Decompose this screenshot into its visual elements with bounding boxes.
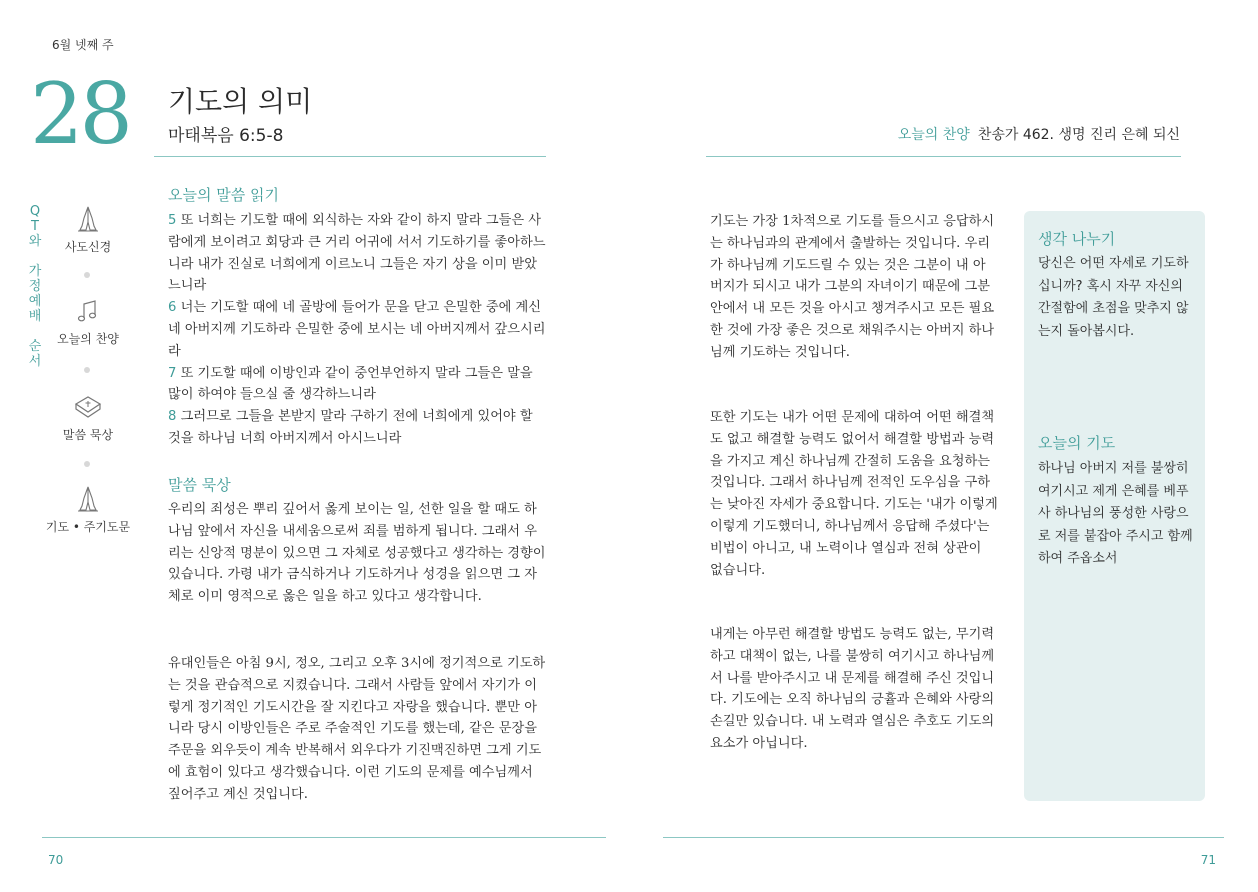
separator-dot: [84, 367, 90, 373]
page-number-right: 71: [1200, 853, 1216, 867]
footer-rule-left: [42, 837, 606, 838]
praying-hands-icon: [73, 484, 103, 514]
bible-icon: [72, 392, 104, 422]
verse-text: 너는 기도할 때에 네 골방에 들어가 문을 닫고 은밀한 중에 계신 네 아버지께 기도하라 은밀한 중에 보시는 네 아버지께서 갚으시리라: [168, 300, 546, 359]
body-paragraph: 기도는 가장 1차적으로 기도를 들으시고 응답하시는 하나님과의 관계에서 출발하는 것입니다. 우리가 하나님께 기도드릴 수 있는 것은 그분이 내 아버지가 되시고 내가 그분의 자녀이기 때문에 그분 안에서 내 모든 것을 아시고 챙겨주시고 모든 필요한 것에 가장 좋은 것으로 채워주시는 아버지 하나님께 기도하는 것입니다.: [710, 214, 995, 360]
verse-text: 또 너희는 기도할 때에 외식하는 자와 같이 하지 말라 그들은 사람에게 보이려고 회당과 큰 거리 어귀에 서서 기도하기를 좋아하느니라 내가 진실로 너희에게 이르노니 그들은 자기 상을 이미 받았느니라: [168, 213, 546, 294]
body-paragraph: 또한 기도는 내가 어떤 문제에 대하여 어떤 해결책도 없고 해결할 능력도 없어서 해결할 방법과 능력을 가지고 계신 하나님께 간절히 도움을 요청하는 것입니다. 그래서 하나님께 전적인 도우심을 구하는 낮아진 자세가 중요합니다. 기도는 '내가 이렇게 이렇게 기도했더니, 하나님께서 응답해 주셨다'는 비법이 아니고, 내 노력이나 열심과 전혀 상관이 없습니다.: [710, 410, 998, 578]
page-number-left: 70: [48, 853, 64, 867]
praying-hands-icon: [73, 204, 103, 234]
verse-number: 8: [168, 409, 177, 425]
body-paragraph: 내게는 아무런 해결할 방법도 능력도 없는, 무기력하고 대책이 없는, 나를 불쌍히 여기시고 하나님께서 나를 받아주시고 내 문제를 해결해 주신 것입니다. 기도에는 오직 하나님의 긍휼과 은혜와 사랑의 손길만 있습니다. 내 노력과 열심은 추호도 기도의 요소가 아닙니다.: [710, 627, 995, 751]
sidebar-item-label: 오늘의 찬양: [57, 332, 119, 346]
week-label: 6월 넷째 주: [52, 38, 114, 52]
hymn-title: 찬송가 462. 생명 진리 은혜 되신: [977, 127, 1180, 143]
header-rule-left: [154, 156, 546, 157]
meditation-heading: 말씀 묵상: [168, 476, 231, 494]
sidebar-item-creed[interactable]: [40, 204, 136, 255]
share-heading: 생각 나누기: [1038, 230, 1116, 248]
verse-number: 5: [168, 213, 177, 228]
sidebar-item-label: 말씀 묵상: [62, 428, 114, 442]
prayer-heading: 오늘의 기도: [1038, 434, 1116, 452]
separator-dot: [84, 272, 90, 278]
day-number: 28: [30, 65, 129, 163]
header-rule-right: [706, 156, 1181, 157]
verse: [168, 406, 548, 450]
sidebar-item-meditation[interactable]: [40, 392, 136, 443]
share-text: 당신은 어떤 자세로 기도하십니까? 혹시 자꾸 자신의 간절함에 초점을 맞추지 않는지 돌아봅시다.: [1038, 256, 1189, 339]
verse-text: 또 기도할 때에 이방인과 같이 중언부언하지 말라 그들은 말을 많이 하여야 들으실 줄 생각하느니라: [168, 365, 533, 403]
footer-rule-right: [663, 837, 1224, 838]
verse: [168, 363, 548, 407]
verse: [168, 210, 548, 297]
verse: [168, 297, 548, 362]
verse-number: 7: [168, 365, 177, 381]
music-note-icon: [73, 296, 103, 326]
prayer-text: 하나님 아버지 저를 불쌍히 여기시고 제게 은혜를 베푸사 하나님의 풍성한 사랑으로 저를 붙잡아 주시고 함께 하여 주옵소서: [1038, 461, 1193, 566]
meditation-paragraph: 우리의 죄성은 뿌리 깊어서 옳게 보이는 일, 선한 일을 할 때도 하나님 앞에서 자신을 내세움으로써 죄를 범하게 됩니다. 그래서 우리는 신앙적 명분이 있으면 그 자체로 성공했다고 생각하는 경향이 있습니다. 가령 내가 금식하거나 기도하거나 성경을 읽으면 그 자체로 이미 영적으로 옳은 일을 하고 있다고 생각합니다.: [168, 502, 546, 605]
verse-text: 그러므로 그들을 본받지 말라 구하기 전에 너희에게 있어야 할 것을 하나님 너희 아버지께서 아시느니라: [168, 409, 533, 446]
vertical-order-label: Q T 와 가 정 예 배 순 서: [28, 204, 42, 369]
reading-heading: 오늘의 말씀 읽기: [168, 186, 279, 204]
scripture-passage: [168, 210, 548, 450]
page-title: 기도의 의미: [168, 85, 313, 118]
separator-dot: [84, 461, 90, 467]
reflection-box: [1024, 211, 1205, 801]
verse-number: 6: [168, 300, 177, 316]
scripture-reference: 마태복음 6:5-8: [168, 126, 284, 146]
sidebar-item-prayer[interactable]: [40, 484, 136, 535]
sidebar-item-label: 사도신경: [64, 240, 112, 254]
hymn-label: 오늘의 찬양: [897, 127, 970, 143]
sidebar-item-label: 기도 • 주기도문: [45, 520, 131, 534]
sidebar-item-hymn[interactable]: [40, 296, 136, 347]
hymn-info: [898, 124, 1180, 144]
meditation-paragraph: 유대인들은 아침 9시, 정오, 그리고 오후 3시에 정기적으로 기도하는 것을 관습적으로 지켰습니다. 그래서 사람들 앞에서 자기가 이렇게 정기적인 기도시간을 잘 지킨다고 자랑을 했습니다. 뿐만 아니라 당시 이방인들은 주로 주술적인 기도를 했는데, 같은 문장을 주문을 외우듯이 계속 반복해서 외우다가 기진맥진하면 그게 기도에 효험이 있다고 생각했습니다. 이런 기도의 문제를 예수님께서 짚어주고 계신 것입니다.: [168, 656, 546, 802]
